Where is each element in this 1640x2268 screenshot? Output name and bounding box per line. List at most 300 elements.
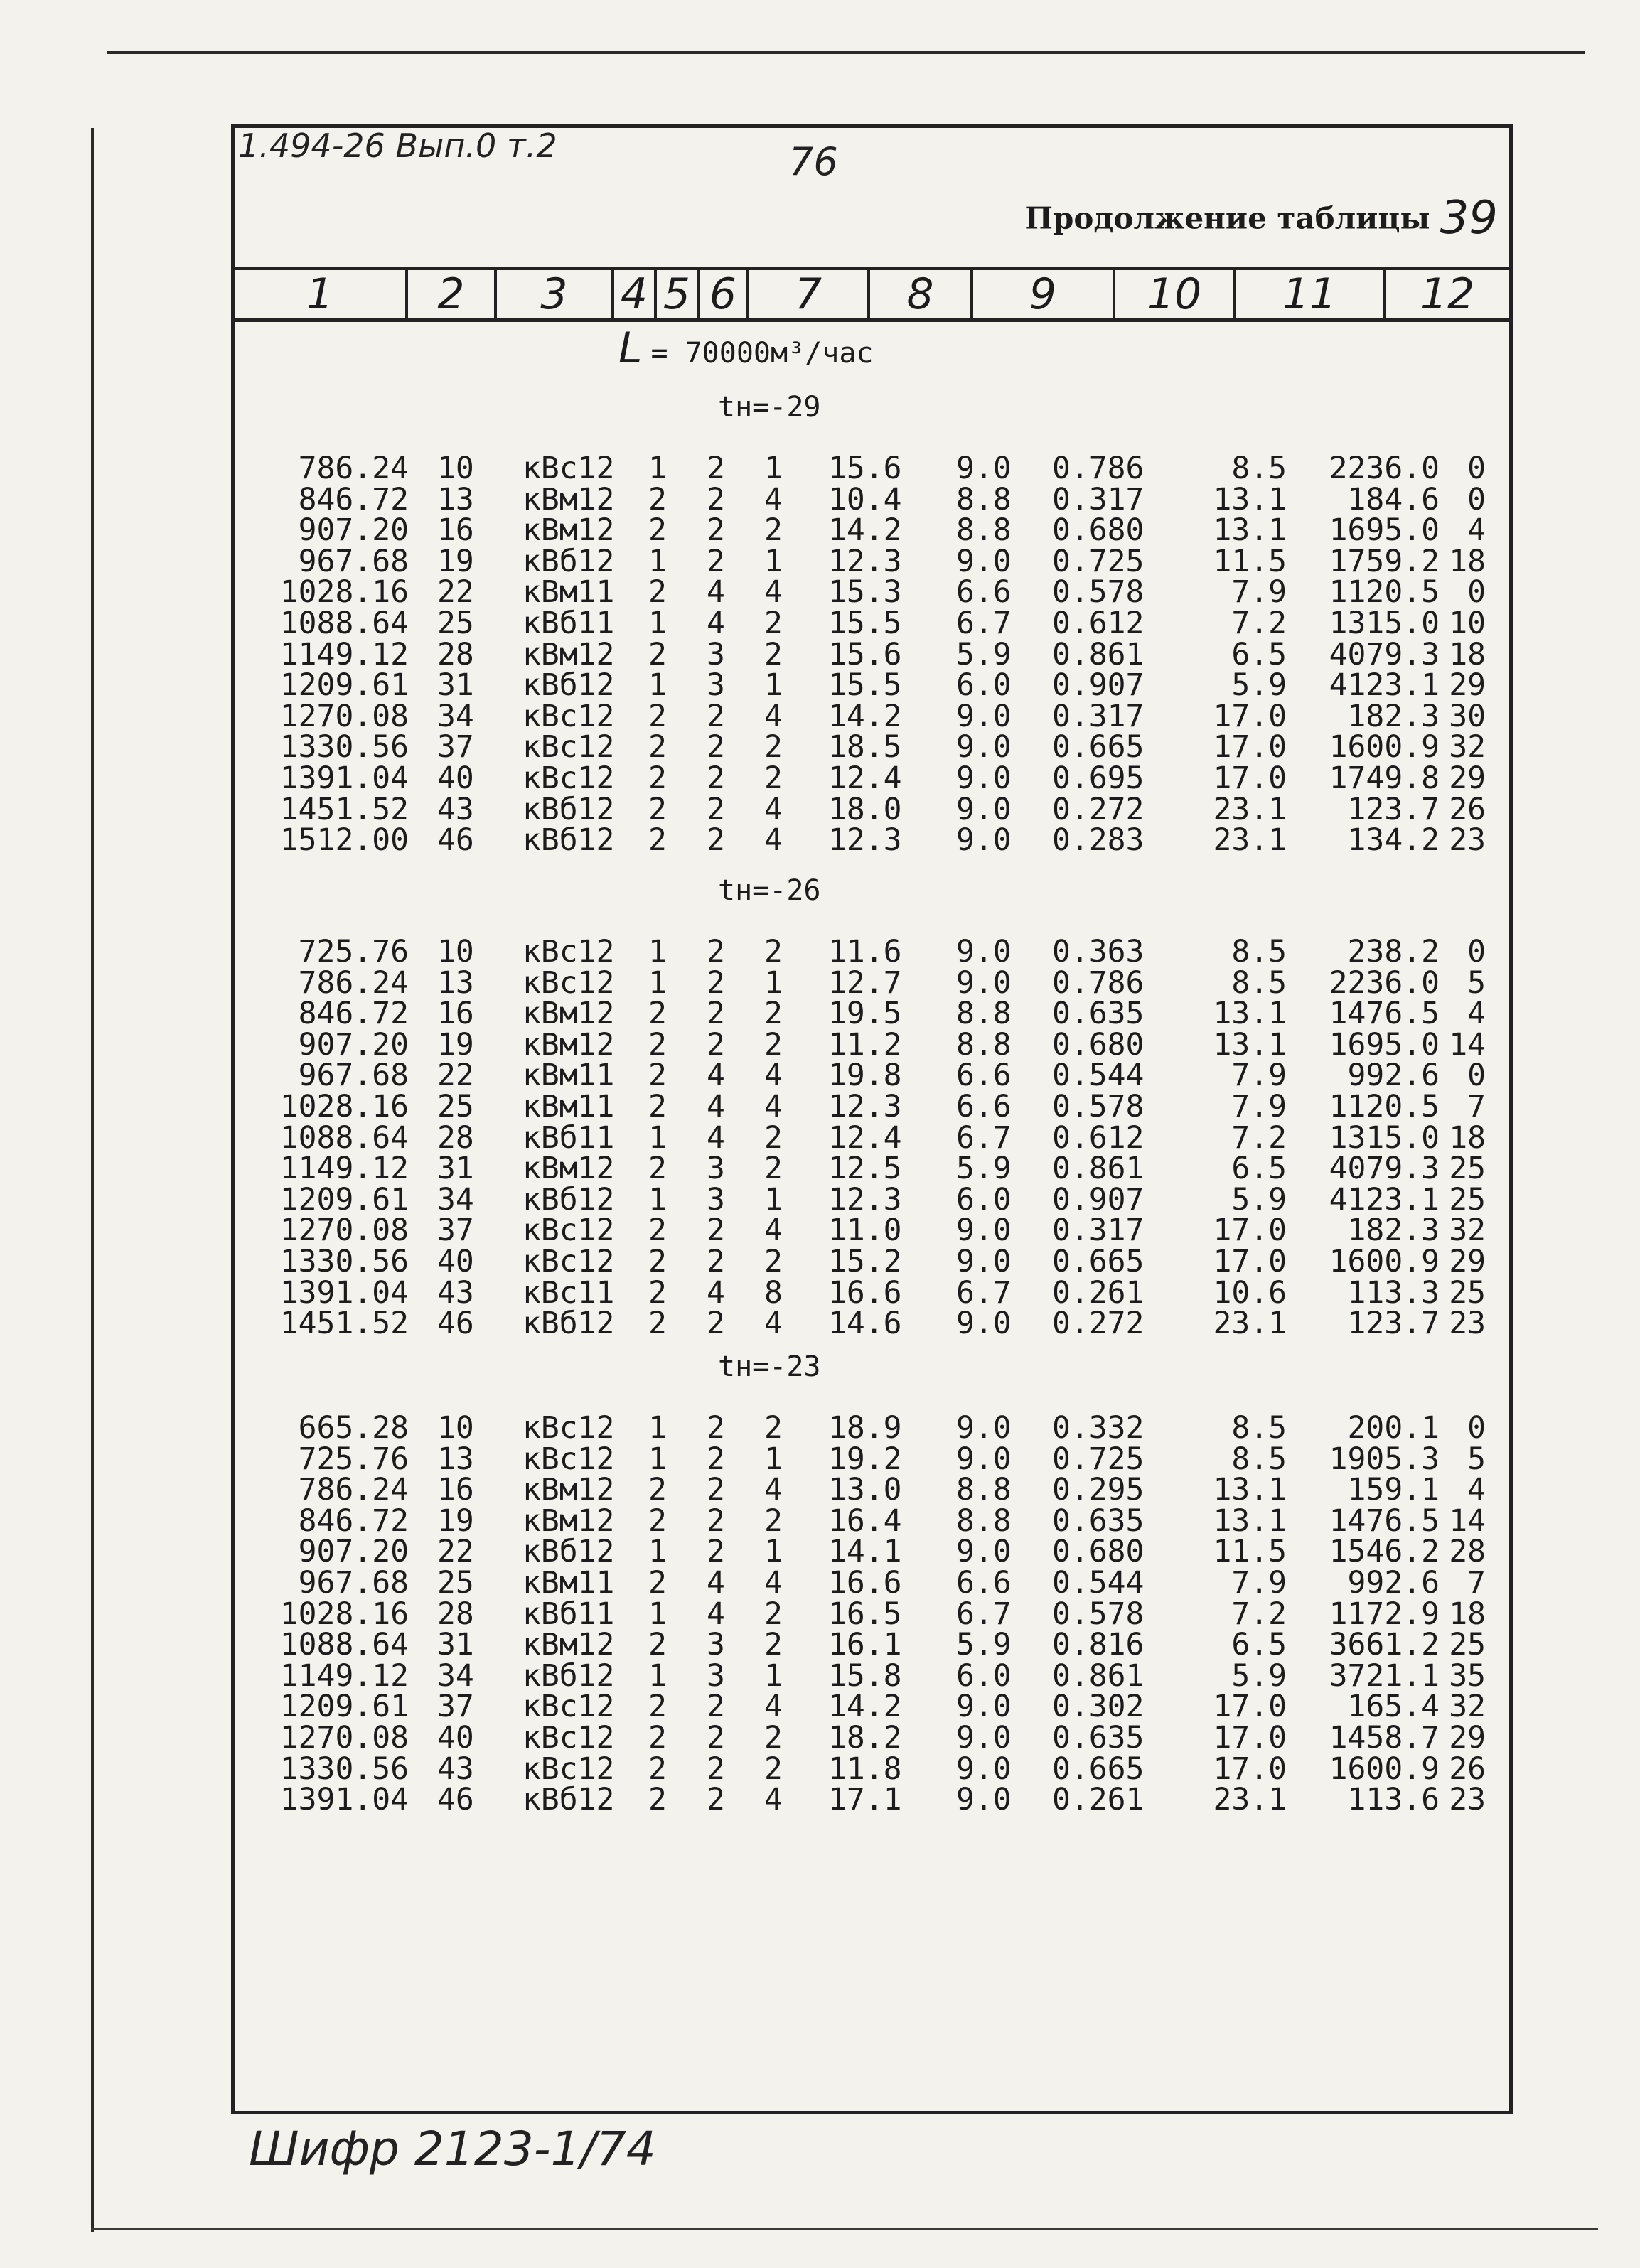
table-cell: 12.5	[828, 1151, 902, 1187]
table-cell: 4	[764, 822, 783, 859]
table-cell: 28	[437, 1119, 474, 1156]
table-cell: 8.8	[956, 481, 1012, 517]
table-cell: кВм12	[522, 1472, 615, 1508]
table-cell: 17.0	[1213, 729, 1287, 765]
table-cell: 13.0	[828, 1472, 902, 1508]
table-cell: 3	[707, 1181, 725, 1218]
table-cell: кВс12	[522, 1410, 615, 1446]
table-cell: кВм12	[522, 481, 615, 517]
table-cell: 2	[707, 964, 725, 1001]
table-cell: 786.24	[298, 964, 409, 1001]
table-cell: 22	[437, 1534, 474, 1570]
table-cell: 12.3	[828, 1089, 902, 1124]
table-cell: 18	[1449, 636, 1486, 672]
table-caption-text: Продолжение таблицы	[1024, 200, 1430, 236]
column-header: 4	[611, 270, 654, 318]
table-cell: 182.3	[1347, 698, 1440, 734]
table-cell: 1	[764, 1534, 783, 1570]
section-title: tн=-23	[718, 1350, 821, 1383]
table-cell: 907.20	[298, 1534, 409, 1570]
table-cell: 15.6	[828, 636, 902, 672]
table-cell: 0	[1467, 574, 1486, 611]
table-cell: 16	[437, 1472, 474, 1508]
table-cell: 26	[1449, 791, 1486, 827]
flow-rate-title	[618, 323, 874, 373]
table-cell: 0.680	[1052, 1026, 1145, 1063]
table-cell: 7.9	[1231, 574, 1287, 611]
table-cell: 967.68	[298, 543, 409, 579]
table-cell: 5.9	[956, 1627, 1012, 1663]
table-cell: 40	[437, 1244, 474, 1279]
table-cell: 8.5	[1231, 451, 1287, 486]
table-cell: 2	[648, 1627, 667, 1663]
table-cell: 31	[437, 667, 474, 704]
table-row	[0, 996, 1640, 1032]
table-cell: кВб12	[522, 1657, 615, 1694]
table-cell: 1391.04	[279, 1782, 409, 1818]
table-cell: 0.363	[1052, 934, 1145, 969]
table-cell: 1120.5	[1329, 1089, 1440, 1124]
table-cell: 8.5	[1231, 934, 1287, 969]
table-cell: 4	[764, 698, 783, 734]
table-cell: 19	[437, 543, 474, 579]
table-cell: 10	[437, 1410, 474, 1446]
table-cell: 4	[764, 1306, 783, 1342]
table-cell: 1	[648, 964, 667, 1001]
table-cell: кВб11	[522, 1119, 615, 1156]
table-cell: 0.635	[1052, 1503, 1145, 1539]
table-cell: 13.1	[1213, 1503, 1287, 1539]
table-cell: 0.302	[1052, 1689, 1145, 1725]
table-cell: 4	[1467, 1472, 1486, 1508]
table-cell: 0.907	[1052, 667, 1145, 704]
table-row	[0, 698, 1640, 734]
table-cell: 6.7	[956, 606, 1012, 641]
table-cell: 16.6	[828, 1565, 902, 1601]
table-cell: 1149.12	[279, 1657, 409, 1694]
column-header: 12	[1383, 270, 1509, 318]
table-cell: 25	[1449, 1181, 1486, 1218]
table-row	[0, 1534, 1640, 1570]
cipher-signature: Шифр 2123-1/74	[249, 2122, 656, 2176]
table-cell: 2	[707, 996, 725, 1032]
table-cell: 14.2	[828, 1689, 902, 1725]
table-cell: 1028.16	[279, 574, 409, 611]
table-cell: кВб12	[522, 1181, 615, 1218]
table-cell: 907.20	[298, 1026, 409, 1063]
table-row	[0, 791, 1640, 827]
table-cell: 2	[707, 761, 725, 796]
table-cell: 19.2	[828, 1441, 902, 1477]
table-cell: 17.0	[1213, 1689, 1287, 1725]
table-cell: 0.544	[1052, 1565, 1145, 1601]
table-cell: 1391.04	[279, 1274, 409, 1311]
table-cell: 10.6	[1213, 1274, 1287, 1311]
table-cell: кВс12	[522, 964, 615, 1001]
table-cell: 1	[648, 1410, 667, 1446]
table-cell: 1476.5	[1329, 1503, 1440, 1539]
table-cell: 2	[764, 1503, 783, 1539]
table-cell: 9.0	[956, 1782, 1012, 1818]
table-cell: 15.3	[828, 574, 902, 611]
table-cell: 1330.56	[279, 1751, 409, 1787]
table-cell: 786.24	[298, 1472, 409, 1508]
table-cell: 4	[707, 1274, 725, 1311]
table-cell: кВб12	[522, 1534, 615, 1570]
table-cell: 1600.9	[1329, 1244, 1440, 1279]
table-cell: 1	[648, 934, 667, 969]
table-cell: кВс11	[522, 1274, 615, 1311]
table-cell: 0.283	[1052, 822, 1145, 859]
table-cell: 13.1	[1213, 1472, 1287, 1508]
table-cell: 18	[1449, 1119, 1486, 1156]
table-cell: 1270.08	[279, 1213, 409, 1249]
table-cell: 1	[648, 1441, 667, 1477]
table-cell: 7	[1467, 1565, 1486, 1601]
table-cell: 28	[1449, 1534, 1486, 1570]
table-cell: 16.5	[828, 1596, 902, 1632]
table-cell: 2	[764, 761, 783, 796]
table-cell: 1	[648, 606, 667, 641]
table-row	[0, 1026, 1640, 1063]
table-cell: 14	[1449, 1026, 1486, 1063]
table-cell: 2	[648, 1089, 667, 1124]
table-cell: 9.0	[956, 451, 1012, 486]
table-cell: 2	[648, 512, 667, 549]
table-cell: 6.6	[956, 1089, 1012, 1124]
table-cell: кВб12	[522, 667, 615, 704]
table-cell: 8.8	[956, 1472, 1012, 1508]
table-cell: кВб12	[522, 1782, 615, 1818]
table-cell: 2	[648, 481, 667, 517]
table-cell: 4	[764, 1689, 783, 1725]
table-cell: 6.5	[1231, 636, 1287, 672]
table-cell: 2	[707, 791, 725, 827]
table-cell: 846.72	[298, 481, 409, 517]
table-cell: 2	[648, 1751, 667, 1787]
table-cell: 4	[707, 1119, 725, 1156]
table-cell: 12.3	[828, 1181, 902, 1218]
table-cell: 32	[1449, 729, 1486, 765]
table-cell: 1330.56	[279, 729, 409, 765]
table-cell: 23	[1449, 822, 1486, 859]
flow-value: = 70000м³/час	[650, 337, 874, 370]
table-cell: 2	[707, 1534, 725, 1570]
table-cell: 1695.0	[1329, 1026, 1440, 1063]
table-cell: 2	[764, 512, 783, 549]
table-cell: 17.0	[1213, 1244, 1287, 1279]
table-cell: 13	[437, 1441, 474, 1477]
table-cell: 0.861	[1052, 636, 1145, 672]
table-cell: 8.5	[1231, 964, 1287, 1001]
table-cell: 11.8	[828, 1751, 902, 1787]
table-row	[0, 481, 1640, 517]
table-row	[0, 1119, 1640, 1156]
table-cell: 7.9	[1231, 1058, 1287, 1094]
table-cell: 6.6	[956, 1565, 1012, 1601]
table-cell: 29	[1449, 1244, 1486, 1279]
table-cell: 1476.5	[1329, 996, 1440, 1032]
table-row	[0, 512, 1640, 549]
table-cell: 1120.5	[1329, 574, 1440, 611]
table-cell: кВм12	[522, 996, 615, 1032]
table-cell: 4	[707, 1058, 725, 1094]
table-cell: 11.5	[1213, 543, 1287, 579]
table-cell: 2	[764, 636, 783, 672]
table-cell: 1	[764, 1181, 783, 1218]
table-cell: 2	[707, 1751, 725, 1787]
table-cell: 2	[707, 1503, 725, 1539]
table-cell: 4	[764, 791, 783, 827]
table-cell: 238.2	[1347, 934, 1440, 969]
table-cell: 1149.12	[279, 1151, 409, 1187]
table-cell: 0.317	[1052, 698, 1145, 734]
table-cell: 2	[764, 1410, 783, 1446]
table-cell: 4	[764, 1089, 783, 1124]
table-cell: 46	[437, 822, 474, 859]
table-cell: 9.0	[956, 1720, 1012, 1756]
table-cell: 2	[648, 729, 667, 765]
table-cell: 1749.8	[1329, 761, 1440, 796]
table-cell: 1600.9	[1329, 1751, 1440, 1787]
table-cell: 159.1	[1347, 1472, 1440, 1508]
table-row	[0, 1246, 1640, 1277]
table-cell: 182.3	[1347, 1213, 1440, 1249]
table-cell: 2	[648, 791, 667, 827]
section-title: tн=-29	[718, 391, 821, 424]
table-cell: 16	[437, 512, 474, 549]
table-cell: 1	[648, 543, 667, 579]
table-cell: 17.0	[1213, 1213, 1287, 1249]
table-cell: кВм12	[522, 512, 615, 549]
column-header: 9	[970, 270, 1113, 318]
table-cell: 15.2	[828, 1244, 902, 1279]
table-row	[0, 1782, 1640, 1818]
table-cell: кВм12	[522, 1151, 615, 1187]
table-cell: 9.0	[956, 1751, 1012, 1787]
table-cell: кВм11	[522, 1565, 615, 1601]
table-cell: 29	[1449, 1720, 1486, 1756]
table-cell: 34	[437, 1657, 474, 1694]
table-cell: 8.8	[956, 1503, 1012, 1539]
table-cell: 10	[1449, 606, 1486, 641]
table-cell: 19.5	[828, 996, 902, 1032]
table-cell: 13	[437, 964, 474, 1001]
table-cell: 0.272	[1052, 791, 1145, 827]
table-cell: 4	[707, 1565, 725, 1601]
table-cell: 40	[437, 761, 474, 796]
table-cell: 1209.61	[279, 1689, 409, 1725]
table-cell: 15.8	[828, 1657, 902, 1694]
table-cell: 1	[764, 964, 783, 1001]
table-cell: 7.9	[1231, 1089, 1287, 1124]
column-header: 2	[405, 270, 494, 318]
table-cell: 992.6	[1347, 1565, 1440, 1601]
table-cell: 1512.00	[279, 822, 409, 859]
table-cell: кВб12	[522, 543, 615, 579]
table-cell: кВм12	[522, 1026, 615, 1063]
table-cell: 1209.61	[279, 667, 409, 704]
table-cell: 0.786	[1052, 964, 1145, 1001]
table-cell: 1	[648, 1534, 667, 1570]
table-cell: 1315.0	[1329, 1119, 1440, 1156]
table-cell: кВс12	[522, 761, 615, 796]
table-cell: 4079.3	[1329, 1151, 1440, 1187]
table-cell: 1088.64	[279, 606, 409, 641]
table-row	[0, 1306, 1640, 1342]
table-cell: 9.0	[956, 761, 1012, 796]
table-cell: 31	[437, 1151, 474, 1187]
table-cell: 1270.08	[279, 1720, 409, 1756]
table-cell: 4	[764, 481, 783, 517]
table-cell: 37	[437, 729, 474, 765]
table-cell: 2	[648, 761, 667, 796]
table-cell: кВб11	[522, 1596, 615, 1632]
table-row	[0, 1689, 1640, 1725]
table-cell: 6.5	[1231, 1627, 1287, 1663]
table-cell: 1028.16	[279, 1596, 409, 1632]
table-cell: 4	[764, 1213, 783, 1249]
table-cell: 5	[1467, 964, 1486, 1001]
table-cell: 2	[648, 996, 667, 1032]
table-cell: кВс12	[522, 698, 615, 734]
table-cell: 30	[1449, 698, 1486, 734]
section-title: tн=-26	[718, 874, 821, 907]
table-cell: 0.332	[1052, 1410, 1145, 1446]
table-cell: 1172.9	[1329, 1596, 1440, 1632]
table-cell: кВс12	[522, 1751, 615, 1787]
table-cell: 6.6	[956, 1058, 1012, 1094]
table-cell: 2	[707, 934, 725, 969]
table-cell: 0.578	[1052, 574, 1145, 611]
table-cell: 23.1	[1213, 791, 1287, 827]
table-cell: 1451.52	[279, 791, 409, 827]
table-cell: 18	[1449, 1596, 1486, 1632]
table-cell: 9.0	[956, 1534, 1012, 1570]
table-cell: 2	[707, 481, 725, 517]
table-cell: 6.0	[956, 1181, 1012, 1218]
table-cell: 22	[437, 574, 474, 611]
table-cell: 2	[707, 729, 725, 765]
table-cell: 0.725	[1052, 543, 1145, 579]
table-cell: 1759.2	[1329, 543, 1440, 579]
table-cell: 0.861	[1052, 1657, 1145, 1694]
table-cell: 23.1	[1213, 1782, 1287, 1818]
column-header: 8	[867, 270, 970, 318]
table-cell: 15.5	[828, 606, 902, 641]
table-cell: 5.9	[956, 636, 1012, 672]
table-row	[0, 1274, 1640, 1311]
table-cell: 4	[707, 1596, 725, 1632]
table-cell: 12.3	[828, 822, 902, 859]
table-cell: 2	[707, 1410, 725, 1446]
table-cell: 2	[764, 606, 783, 641]
table-cell: 1	[764, 667, 783, 704]
table-cell: 2	[707, 1306, 725, 1342]
table-cell: 1451.52	[279, 1306, 409, 1342]
table-cell: 1315.0	[1329, 606, 1440, 641]
table-row	[0, 1151, 1640, 1187]
table-cell: 25	[437, 1089, 474, 1124]
table-cell: 3	[707, 636, 725, 672]
table-cell: 43	[437, 791, 474, 827]
table-cell: 4123.1	[1329, 667, 1440, 704]
table-cell: 7	[1467, 1089, 1486, 1124]
table-cell: 1	[648, 667, 667, 704]
table-cell: 8.8	[956, 1026, 1012, 1063]
table-cell: 25	[1449, 1151, 1486, 1187]
table-cell: 6.5	[1231, 1151, 1287, 1187]
table-cell: 0.665	[1052, 1751, 1145, 1787]
table-cell: 3721.1	[1329, 1657, 1440, 1694]
table-cell: 0.261	[1052, 1782, 1145, 1818]
table-cell: 9.0	[956, 698, 1012, 734]
table-cell: 4	[764, 1472, 783, 1508]
table-cell: 16.4	[828, 1503, 902, 1539]
table-cell: 2	[648, 1472, 667, 1508]
table-cell: 2	[764, 1151, 783, 1187]
table-cell: 10.4	[828, 481, 902, 517]
table-number: 39	[1440, 192, 1498, 244]
table-cell: кВм11	[522, 574, 615, 611]
table-cell: 5.9	[1231, 1181, 1287, 1218]
table-cell: 43	[437, 1751, 474, 1787]
table-cell: 18.5	[828, 729, 902, 765]
table-cell: 0.612	[1052, 1119, 1145, 1156]
table-cell: 2	[707, 698, 725, 734]
table-cell: 9.0	[956, 791, 1012, 827]
table-cell: 113.3	[1347, 1274, 1440, 1311]
table-cell: кВм11	[522, 1058, 615, 1094]
table-cell: 5.9	[956, 1151, 1012, 1187]
table-cell: 29	[1449, 667, 1486, 704]
document-code: 1.494-26 Вып.0 т.2	[238, 127, 557, 165]
table-cell: 0.261	[1052, 1274, 1145, 1311]
flow-letter: L	[618, 323, 643, 373]
table-cell: кВб12	[522, 822, 615, 859]
table-cell: 9.0	[956, 1213, 1012, 1249]
table-cell: 15.6	[828, 451, 902, 486]
table-row	[0, 1472, 1640, 1508]
table-cell: 26	[1449, 1751, 1486, 1787]
table-cell: 1391.04	[279, 761, 409, 796]
table-cell: 14.2	[828, 698, 902, 734]
table-cell: 10	[437, 934, 474, 969]
table-cell: 200.1	[1347, 1410, 1440, 1446]
table-cell: 0.317	[1052, 481, 1145, 517]
table-cell: 1905.3	[1329, 1441, 1440, 1477]
table-cell: 17.0	[1213, 1751, 1287, 1787]
table-cell: 2	[707, 822, 725, 859]
table-cell: 4	[707, 606, 725, 641]
table-cell: 2	[648, 698, 667, 734]
table-cell: 43	[437, 1274, 474, 1311]
table-cell: 0	[1467, 1410, 1486, 1446]
table-cell: 12.3	[828, 543, 902, 579]
table-cell: 9.0	[956, 934, 1012, 969]
table-cell: 1	[648, 1596, 667, 1632]
table-cell: 6.7	[956, 1119, 1012, 1156]
table-cell: 3	[707, 1627, 725, 1663]
table-cell: 2	[707, 1689, 725, 1725]
table-cell: кВм11	[522, 1089, 615, 1124]
table-cell: 2	[707, 1720, 725, 1756]
table-cell: 2	[648, 636, 667, 672]
table-cell: 0.680	[1052, 1534, 1145, 1570]
table-cell: 1600.9	[1329, 729, 1440, 765]
table-row	[0, 1720, 1640, 1756]
table-cell: 25	[1449, 1274, 1486, 1311]
